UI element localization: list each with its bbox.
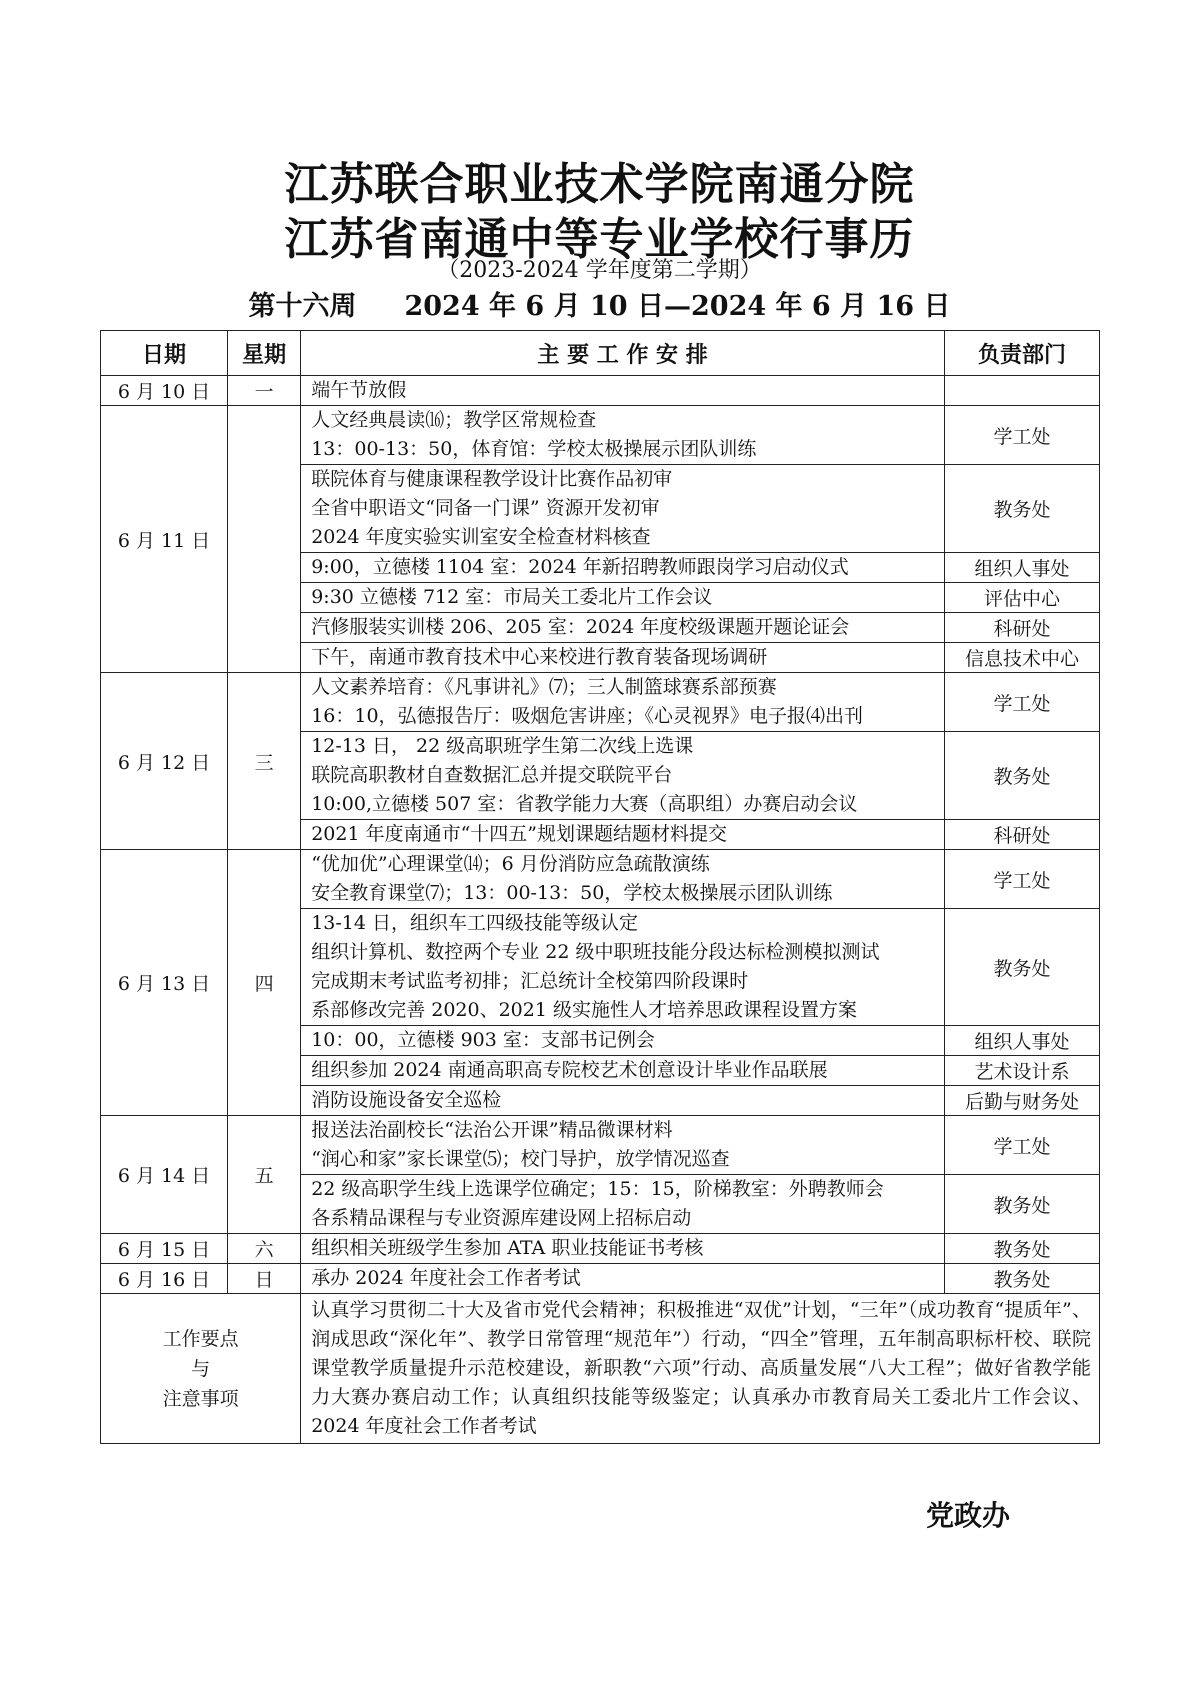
dept-cell: 信息技术中心 xyxy=(944,643,1099,673)
schedule-table xyxy=(100,330,1100,1444)
header-row xyxy=(101,331,1100,376)
task-line: 10：00，立德楼 903 室：支部书记例会 xyxy=(311,1029,655,1051)
schedule-body xyxy=(101,376,1100,1294)
dept-cell: 教务处 xyxy=(944,1264,1099,1294)
dept-cell: 教务处 xyxy=(944,732,1099,820)
task-line: 组织计算机、数控两个专业 22 级中职班技能分段达标检测模拟测试 xyxy=(311,941,880,963)
dept-cell: 学工处 xyxy=(944,1116,1099,1175)
notes-label-line: 注意事项 xyxy=(162,1387,239,1410)
task-cell xyxy=(301,1026,945,1056)
weekday-cell: 五 xyxy=(228,1116,301,1234)
dept-cell: 组织人事处 xyxy=(944,1026,1099,1056)
task-cell xyxy=(301,732,945,820)
task-line: 2021 年度南通市“十四五”规划课题结题材料提交 xyxy=(311,823,728,845)
header-weekday: 星期 xyxy=(228,331,301,376)
task-line: 10:00,立德楼 507 室：省教学能力大赛（高职组）办赛启动会议 xyxy=(311,793,858,815)
task-line: 下午，南通市教育技术中心来校进行教育装备现场调研 xyxy=(311,646,768,668)
task-line: 汽修服装实训楼 206、205 室：2024 年度校级课题开题论证会 xyxy=(311,616,850,638)
task-cell xyxy=(301,406,945,465)
header-dept: 负责部门 xyxy=(944,331,1099,376)
dept-cell: 科研处 xyxy=(944,613,1099,643)
dept-cell xyxy=(944,376,1099,406)
dept-cell: 科研处 xyxy=(944,820,1099,850)
week-label: 第十六周 xyxy=(248,291,357,322)
table-row xyxy=(101,376,1100,406)
notes-label-line: 与 xyxy=(191,1357,211,1380)
task-cell xyxy=(301,1056,945,1086)
task-line: 13：00-13：50，体育馆：学校太极操展示团队训练 xyxy=(311,438,757,460)
task-line: 报送法治副校长“法治公开课”精品微课材料 xyxy=(311,1119,673,1141)
table-row xyxy=(101,1264,1100,1294)
task-line: 完成期末考试监考初排；汇总统计全校第四阶段课时 xyxy=(311,970,749,992)
date-cell: 6 月 14 日 xyxy=(101,1116,228,1234)
task-cell xyxy=(301,909,945,1026)
subtitle: （2023-2024 学年度第二学期） xyxy=(437,258,762,283)
task-line: 9:00，立德楼 1104 室：2024 年新招聘教师跟岗学习启动仪式 xyxy=(311,556,849,578)
week-range: 2024 年 6 月 10 日—2024 年 6 月 16 日 xyxy=(404,291,951,322)
dept-cell: 艺术设计系 xyxy=(944,1056,1099,1086)
task-line: 13-14 日，组织车工四级技能等级认定 xyxy=(311,912,639,934)
task-line: “润心和家”家长课堂⑸；校门导护，放学情况巡查 xyxy=(311,1148,730,1170)
task-cell xyxy=(301,1175,945,1234)
task-cell xyxy=(301,1264,945,1294)
task-line: 安全教育课堂⑺；13：00-13：50，学校太极操展示团队训练 xyxy=(311,882,833,904)
task-line: 2024 年度实验实训室安全检查材料核查 xyxy=(311,526,651,548)
dept-cell: 教务处 xyxy=(944,465,1099,553)
dept-cell: 学工处 xyxy=(944,673,1099,732)
table-row xyxy=(101,1234,1100,1264)
date-cell: 6 月 12 日 xyxy=(101,673,228,850)
task-line: 承办 2024 年度社会工作者考试 xyxy=(311,1267,581,1289)
task-line: 人文经典晨读⒃；教学区常规检查 xyxy=(311,409,597,431)
dept-cell: 后勤与财务处 xyxy=(944,1086,1099,1116)
task-line: 系部修改完善 2020、2021 级实施性人才培养思政课程设置方案 xyxy=(311,999,857,1021)
task-cell xyxy=(301,820,945,850)
header-tasks: 主 要 工 作 安 排 xyxy=(301,331,945,376)
dept-cell: 教务处 xyxy=(944,1175,1099,1234)
task-cell xyxy=(301,376,945,406)
signature: 党政办 xyxy=(926,1499,1011,1532)
task-line: 各系精品课程与专业资源库建设网上招标启动 xyxy=(311,1207,692,1229)
title-line-2: 江苏省南通中等专业学校行事历 xyxy=(284,214,915,265)
date-cell: 6 月 10 日 xyxy=(101,376,228,406)
task-line: 16：10，弘德报告厅：吸烟危害讲座；《心灵视界》电子报⑷出刊 xyxy=(311,705,864,727)
dept-cell: 组织人事处 xyxy=(944,553,1099,583)
dept-cell: 教务处 xyxy=(944,909,1099,1026)
weekday-cell: 三 xyxy=(228,673,301,850)
notes-label xyxy=(101,1294,301,1444)
task-cell xyxy=(301,643,945,673)
task-line: 组织参加 2024 南通高职高专院校艺术创意设计毕业作品联展 xyxy=(311,1059,828,1081)
task-cell xyxy=(301,1116,945,1175)
task-cell xyxy=(301,613,945,643)
task-line: 22 级高职学生线上选课学位确定；15：15，阶梯教室：外聘教师会 xyxy=(311,1178,884,1200)
header-date: 日期 xyxy=(101,331,228,376)
task-line: “优加优”心理课堂⒁；6 月份消防应急疏散演练 xyxy=(311,853,710,875)
title-line-1: 江苏联合职业技术学院南通分院 xyxy=(284,159,915,210)
weekday-cell: 四 xyxy=(228,850,301,1116)
date-cell: 6 月 11 日 xyxy=(101,406,228,673)
notes-label-line: 工作要点 xyxy=(162,1327,239,1350)
task-cell xyxy=(301,465,945,553)
date-cell: 6 月 13 日 xyxy=(101,850,228,1116)
task-cell xyxy=(301,583,945,613)
task-line: 端午节放假 xyxy=(311,379,407,401)
task-line: 9:30 立德楼 712 室：市局关工委北片工作会议 xyxy=(311,586,713,608)
date-cell: 6 月 15 日 xyxy=(101,1234,228,1264)
weekday-cell: 一 xyxy=(228,376,301,406)
week-heading xyxy=(0,284,1199,323)
dept-cell: 学工处 xyxy=(944,850,1099,909)
dept-cell: 评估中心 xyxy=(944,583,1099,613)
task-cell xyxy=(301,553,945,583)
task-cell xyxy=(301,1086,945,1116)
task-line: 12-13 日， 22 级高职班学生第二次线上选课 xyxy=(311,735,694,757)
task-cell xyxy=(301,850,945,909)
task-line: 组织相关班级学生参加 ATA 职业技能证书考核 xyxy=(311,1237,704,1259)
task-line: 全省中职语文“同备一门课” 资源开发初审 xyxy=(311,497,660,519)
weekday-cell: 日 xyxy=(228,1264,301,1294)
weekday-cell xyxy=(228,406,301,673)
weekday-cell: 六 xyxy=(228,1234,301,1264)
task-line: 联院体育与健康课程教学设计比赛作品初审 xyxy=(311,468,673,490)
task-cell xyxy=(301,673,945,732)
date-cell: 6 月 16 日 xyxy=(101,1264,228,1294)
task-line: 联院高职教材自查数据汇总并提交联院平台 xyxy=(311,764,673,786)
task-cell xyxy=(301,1234,945,1264)
task-line: 人文素养培育：《凡事讲礼》⑺；三人制篮球赛系部预赛 xyxy=(311,676,777,698)
notes-text: 认真学习贯彻二十大及省市党代会精神；积极推进“双优”计划，“三年”（成功教育“提质年”、润成思政“深化年”、教学日常管理“规范年”）行动，“四全”管理，五年制高职标杆校、联院课堂教学质量提升示范校建设，新职教“六项”行动、高质量发展“八大工程”；做好省教学能力大赛办赛启动工作；认真组织技能等级鉴定；认真承办市教育局关工委北片工作会议、2024 年度社会工作者考试 xyxy=(301,1294,1100,1444)
dept-cell: 教务处 xyxy=(944,1234,1099,1264)
task-line: 消防设施设备安全巡检 xyxy=(311,1089,502,1111)
notes-row xyxy=(101,1294,1100,1444)
dept-cell: 学工处 xyxy=(944,406,1099,465)
